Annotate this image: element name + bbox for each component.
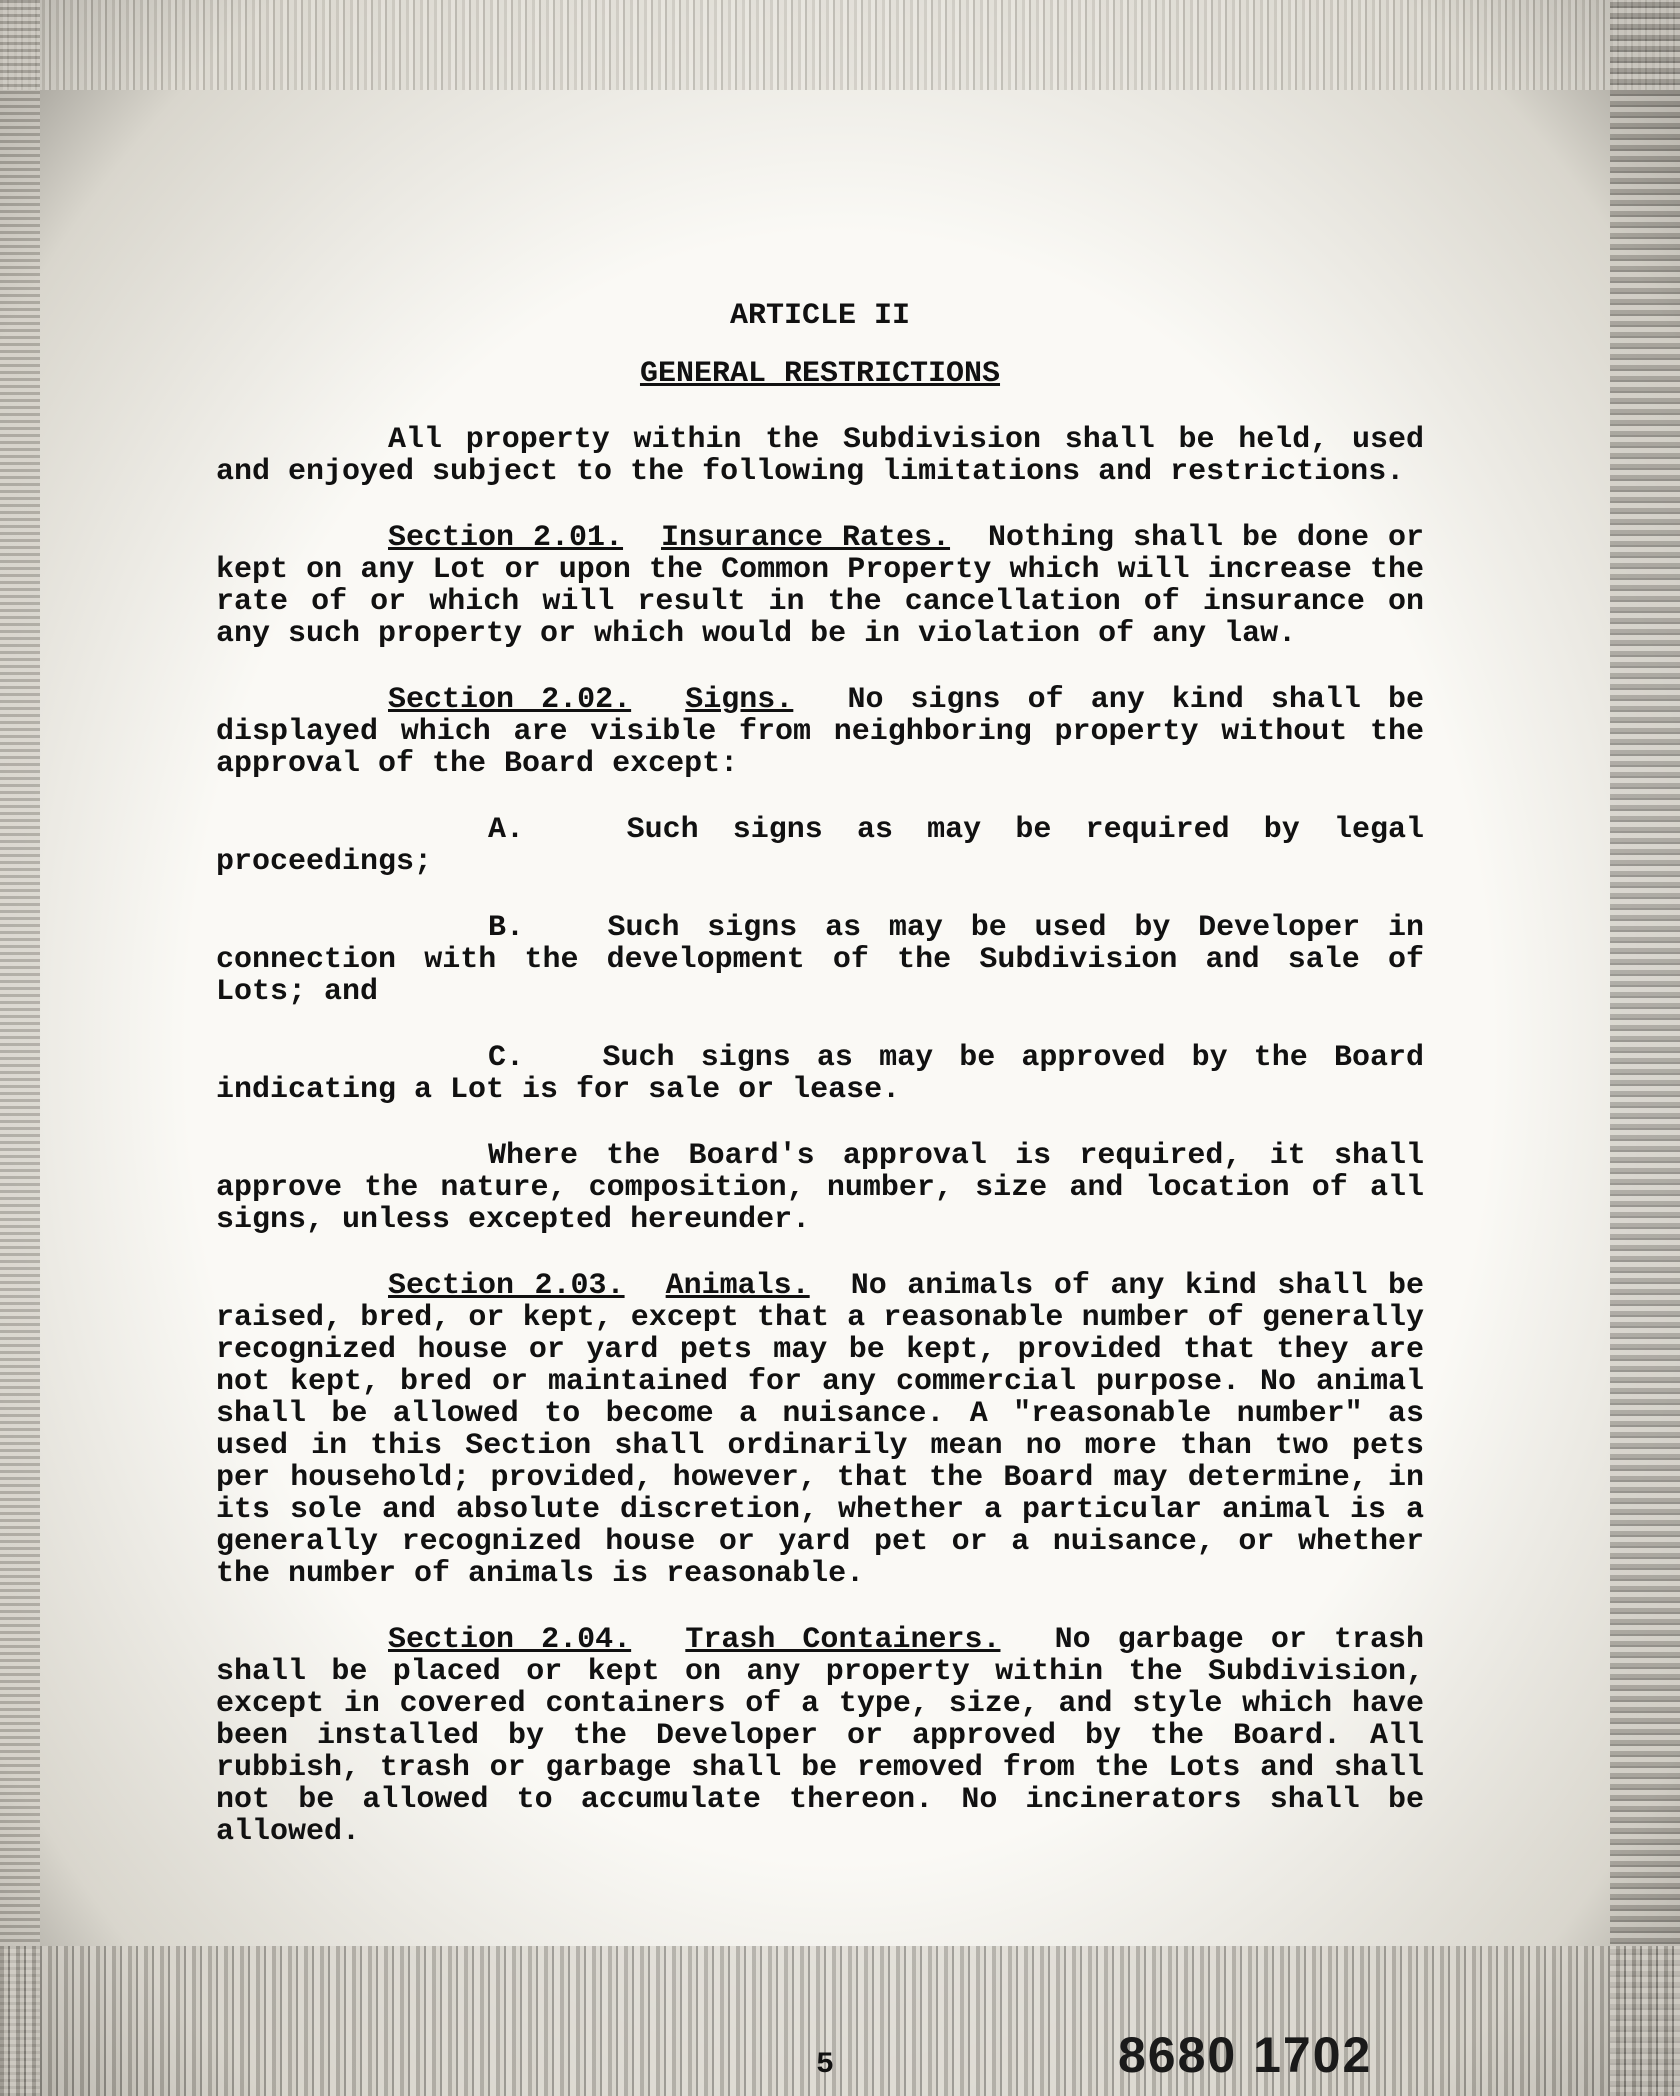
section-2-02 <box>216 684 1424 780</box>
section-number: Section 2.03. <box>388 1269 625 1303</box>
sign-item-b <box>216 912 1424 1008</box>
section-2-04 <box>216 1624 1424 1848</box>
item-text: Such signs as may be approved by the Board indicating a Lot is for sale or lease. <box>216 1041 1424 1107</box>
item-text: Such signs as may be used by Developer in connection with the development of the Subdivision and sale of Lots; and <box>216 911 1424 1009</box>
item-letter: B. <box>488 911 525 945</box>
item-letter: A. <box>488 813 525 847</box>
section-heading: Signs. <box>685 683 794 717</box>
article-title: GENERAL RESTRICTIONS <box>639 357 1001 391</box>
section-body: No animals of any kind shall be raised, bred, or kept, except that a reasonable number of generally recognized house or yard pets may be kept, provided that they are not kept, bred or maintained for any commercial purpose. No animal shall be allowed to become a nuisance. A "reasonable number" as used in this Section shall ordinarily mean no more than two pets per household; provided, however, that the Board may determine, in its sole and absolute discretion, whether a particular animal is a generally recognized house or yard pet or a nuisance, or whether the number of animals is reasonable. <box>216 1269 1424 1591</box>
recording-stamp: 8680 1702 <box>1118 2027 1373 2083</box>
section-heading: Trash Containers. <box>685 1623 1001 1657</box>
document-body <box>216 300 1424 1882</box>
sign-item-c <box>216 1042 1424 1106</box>
scan-noise-top <box>0 0 1680 90</box>
item-letter: C. <box>488 1041 525 1075</box>
section-2-01 <box>216 522 1424 650</box>
article-number: ARTICLE II <box>729 299 911 333</box>
section-heading: Animals. <box>665 1269 810 1303</box>
section-2-03 <box>216 1270 1424 1590</box>
section-body: Nothing shall be done or kept on any Lot or upon the Common Property which will increase the rate of or which will result in the cancellation of insurance on any such property or which would be in violation of any law. <box>216 521 1424 651</box>
intro-paragraph: All property within the Subdivision shall be held, used and enjoyed subject to the following limitations and restrictions. <box>216 423 1424 489</box>
section-number: Section 2.02. <box>388 683 632 717</box>
scan-noise-left <box>0 0 40 2096</box>
section-body: No signs of any kind shall be displayed which are visible from neighboring property without the approval of the Board except: <box>216 683 1424 781</box>
scan-noise-bottom <box>0 1946 1680 2096</box>
section-number: Section 2.01. <box>388 521 624 555</box>
page-number: 5 <box>816 2048 835 2082</box>
sign-item-a <box>216 814 1424 878</box>
sign-approval-paragraph: Where the Board's approval is required, it shall approve the nature, composition, number, size and location of all signs, unless excepted hereunder. <box>216 1139 1424 1237</box>
item-text: Such signs as may be required by legal proceedings; <box>216 813 1424 879</box>
section-body: No garbage or trash shall be placed or kept on any property within the Subdivision, except in covered containers of a type, size, and style which have been installed by the Developer or approved by the Board. All rubbish, trash or garbage shall be removed from the Lots and shall not be allowed to accumulate thereon. No incinerators shall be allowed. <box>216 1623 1424 1849</box>
section-number: Section 2.04. <box>388 1623 632 1657</box>
section-heading: Insurance Rates. <box>661 521 951 555</box>
scan-noise-right <box>1610 0 1680 2096</box>
